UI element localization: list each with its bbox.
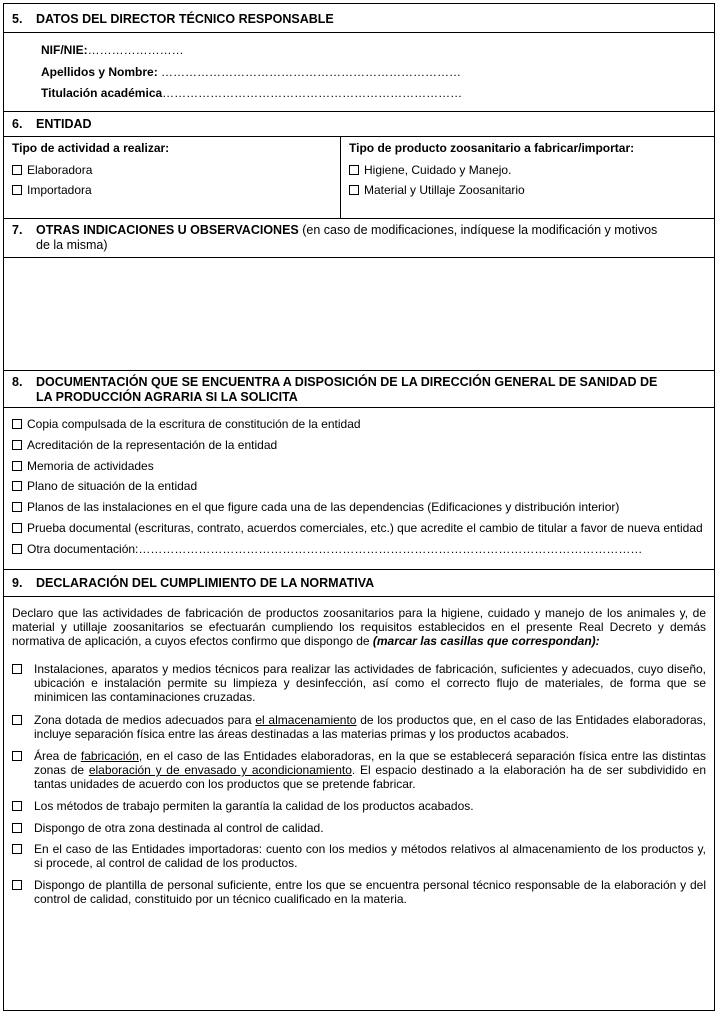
section-7-subtitle: (en caso de modificaciones, indíquese la modificación y motivos bbox=[298, 223, 658, 237]
declaration-item[interactable]: Dispongo de plantilla de personal suficiente, entre los que se encuentra personal técnico responsable de la elaboración y del control de calidad, constituido por un técnico cualificado en la materia. bbox=[12, 878, 706, 906]
checkbox[interactable] bbox=[12, 664, 22, 674]
form-page bbox=[3, 3, 715, 1011]
option-material[interactable]: Material y Utillaje Zoosanitario bbox=[349, 183, 525, 197]
checkbox[interactable] bbox=[12, 544, 22, 554]
section-7-title: OTRAS INDICACIONES U OBSERVACIONES bbox=[36, 223, 299, 237]
checkbox[interactable] bbox=[12, 461, 22, 471]
section-8-number: 8. bbox=[12, 375, 23, 389]
doc-item-other[interactable]: Otra documentación:……………………………………………………………………………………………………………… bbox=[12, 542, 642, 556]
observations-textarea[interactable] bbox=[4, 258, 714, 370]
titulacion-field[interactable] bbox=[41, 86, 462, 100]
section-7-number: 7. bbox=[12, 223, 23, 237]
doc-item[interactable]: Prueba documental (escrituras, contrato, acuerdos comerciales, etc.) que acredite el cambio de titular a favor de nueva entidad bbox=[12, 521, 703, 535]
checkbox[interactable] bbox=[349, 185, 359, 195]
checkbox[interactable] bbox=[12, 185, 22, 195]
option-higiene[interactable]: Higiene, Cuidado y Manejo. bbox=[349, 163, 511, 177]
doc-item[interactable]: Planos de las instalaciones en el que figure cada una de las dependencias (Edificaciones y distribución interior) bbox=[12, 500, 619, 514]
checkbox[interactable] bbox=[12, 523, 22, 533]
declaration-item[interactable]: Instalaciones, aparatos y medios técnicos para realizar las actividades de fabricación, suficientes y adecuados, cuyo diseño, ubicación e instalación permite su limpieza y desinfección, así como el correcto flujo de materiales, de forma que se minimicen las contaminaciones cruzadas. bbox=[12, 662, 706, 704]
section-6-title: ENTIDAD bbox=[36, 117, 92, 131]
titulacion-label: Titulación académica bbox=[41, 86, 163, 100]
option-importadora[interactable]: Importadora bbox=[12, 183, 92, 197]
nif-dots: …………………… bbox=[87, 43, 184, 57]
activity-type-title: Tipo de actividad a realizar: bbox=[12, 141, 170, 155]
checkbox[interactable] bbox=[12, 419, 22, 429]
section-8-title: DOCUMENTACIÓN QUE SE ENCUENTRA A DISPOSICIÓN DE LA DIRECCIÓN GENERAL DE SANIDAD DE bbox=[36, 375, 658, 389]
apellidos-dots: ………………………………………………………………… bbox=[161, 65, 462, 79]
nif-label: NIF/NIE: bbox=[41, 43, 88, 57]
section-9-title: DECLARACIÓN DEL CUMPLIMIENTO DE LA NORMATIVA bbox=[36, 576, 375, 590]
section-5-header bbox=[12, 12, 334, 26]
doc-item[interactable]: Acreditación de la representación de la entidad bbox=[12, 438, 277, 452]
checkbox[interactable] bbox=[12, 880, 22, 890]
declaration-item[interactable]: Dispongo de otra zona destinada al control de calidad. bbox=[12, 821, 706, 835]
checkbox[interactable] bbox=[349, 165, 359, 175]
doc-item[interactable]: Memoria de actividades bbox=[12, 459, 154, 473]
declaration-intro: Declaro que las actividades de fabricación de productos zoosanitarios para la higiene, cuidado y manejo de los animales y, de material y utillaje zoosanitarios se efectuarán cumpliendo los requisitos establecidos en el presente Real Decreto y demás normativa de aplicación, a cuyos efectos confirmo que dispongo de (marcar las casillas que correspondan): bbox=[12, 606, 706, 648]
checkbox[interactable] bbox=[12, 751, 22, 761]
product-type-title: Tipo de producto zoosanitario a fabricar/importar: bbox=[349, 141, 635, 155]
checkbox[interactable] bbox=[12, 715, 22, 725]
checkbox[interactable] bbox=[12, 801, 22, 811]
option-elaboradora[interactable]: Elaboradora bbox=[12, 163, 92, 177]
checkbox[interactable] bbox=[12, 502, 22, 512]
doc-item[interactable]: Copia compulsada de la escritura de constitución de la entidad bbox=[12, 417, 361, 431]
titulacion-dots: ………………………………………………………………… bbox=[162, 86, 463, 100]
section-9-number: 9. bbox=[12, 576, 23, 590]
checkbox[interactable] bbox=[12, 165, 22, 175]
declaration-item[interactable]: Zona dotada de medios adecuados para el almacenamiento de los productos que, en el caso de las Entidades elaboradoras, incluye separación física entre las áreas destinadas a las materias primas y los productos acabados. bbox=[12, 713, 706, 741]
section-5-number: 5. bbox=[12, 12, 23, 26]
section-9-header bbox=[12, 576, 374, 590]
declaration-item[interactable]: Los métodos de trabajo permiten la garantía la calidad de los productos acabados. bbox=[12, 799, 706, 813]
section-6-number: 6. bbox=[12, 117, 23, 131]
checkbox[interactable] bbox=[12, 823, 22, 833]
declaration-item[interactable]: Área de fabricación, en el caso de las Entidades elaboradoras, en la que se establecerá separación física entre las distintas zonas de elaboración y de envasado y acondicionamiento. El espacio destinado a la elaboración ha de ser subdividido en tantas unidades de acuerdo con los productos que se pretende fabricar. bbox=[12, 749, 706, 791]
doc-item[interactable]: Plano de situación de la entidad bbox=[12, 479, 197, 493]
apellidos-label: Apellidos y Nombre: bbox=[41, 65, 158, 79]
section-6-header bbox=[12, 117, 92, 131]
section-5-title: DATOS DEL DIRECTOR TÉCNICO RESPONSABLE bbox=[36, 12, 334, 26]
checkbox[interactable] bbox=[12, 481, 22, 491]
section-8-header: 8. DOCUMENTACIÓN QUE SE ENCUENTRA A DISPOSICIÓN DE LA DIRECCIÓN GENERAL DE SANIDAD DE LA PRODUCCIÓN AGRARIA SI LA SOLICITA bbox=[12, 375, 658, 404]
checkbox[interactable] bbox=[12, 440, 22, 450]
section-7-header: 7. OTRAS INDICACIONES U OBSERVACIONES (en caso de modificaciones, indíquese la modificación y motivos de la misma) bbox=[12, 223, 658, 252]
checkbox[interactable] bbox=[12, 844, 22, 854]
nif-field[interactable] bbox=[41, 43, 184, 57]
declaration-item[interactable]: En el caso de las Entidades importadoras: cuento con los medios y métodos relativos al almacenamiento de los productos y, si procede, al control de calidad de los productos. bbox=[12, 842, 706, 870]
apellidos-field[interactable] bbox=[41, 65, 461, 79]
